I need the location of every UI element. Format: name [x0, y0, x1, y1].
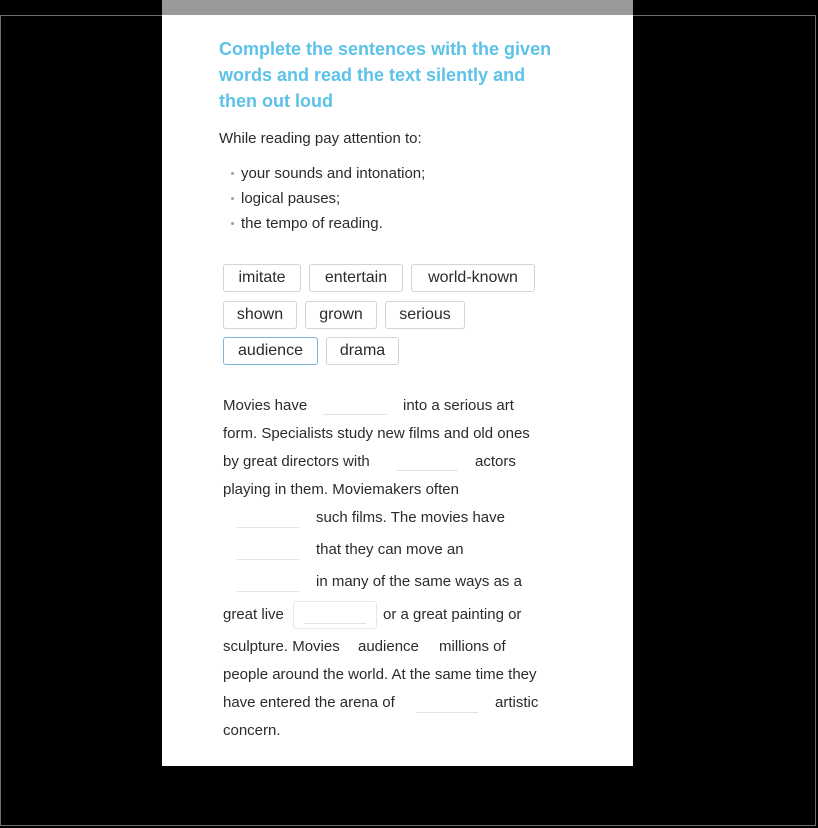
- text-segment: playing in them. Moviemakers often: [223, 481, 459, 498]
- text-segment: by great directors with: [223, 453, 370, 470]
- exercise-title: Complete the sentences with the given words and read the text silently and then out loud: [219, 39, 552, 111]
- text-segment: millions of: [439, 638, 506, 655]
- blank-slot-2[interactable]: [396, 470, 458, 471]
- word-chip-grown[interactable]: grown: [305, 301, 377, 329]
- text-segment: great live: [223, 606, 284, 623]
- text-segment: in many of the same ways as a: [316, 573, 522, 590]
- bullet-icon: [231, 197, 234, 200]
- text-segment: artistic: [495, 694, 539, 711]
- text-segment: sculpture. Movies: [223, 638, 340, 655]
- bullet-icon: [231, 172, 234, 175]
- text-segment: people around the world. At the same time they: [223, 666, 537, 683]
- blank-slot-1[interactable]: [323, 414, 387, 415]
- bullet-icon: [231, 222, 234, 225]
- text-segment: into a serious art: [403, 397, 514, 414]
- blank-slot-3[interactable]: [237, 527, 299, 528]
- word-chip-audience[interactable]: audience: [223, 337, 318, 365]
- card-top-bar: [162, 0, 633, 15]
- text-segment: such films. The movies have: [316, 509, 505, 526]
- tip-item: logical pauses;: [231, 187, 425, 212]
- word-chip-drama[interactable]: drama: [326, 337, 399, 365]
- text-segment: or a great painting or: [383, 606, 522, 623]
- text-segment: that they can move an: [316, 541, 464, 558]
- word-chip-entertain[interactable]: entertain: [309, 264, 403, 292]
- text-segment: have entered the arena of: [223, 694, 395, 711]
- blank-slot-7[interactable]: [416, 712, 478, 713]
- blank-slot-4[interactable]: [237, 559, 299, 560]
- exercise-card: [162, 0, 633, 766]
- word-chip-serious[interactable]: serious: [385, 301, 465, 329]
- word-chip-shown[interactable]: shown: [223, 301, 297, 329]
- word-chip-world-known[interactable]: world-known: [411, 264, 535, 292]
- word-chip-imitate[interactable]: imitate: [223, 264, 301, 292]
- text-segment: actors: [475, 453, 516, 470]
- blank-slot-6-box[interactable]: [293, 601, 377, 629]
- blank-slot-6: [304, 623, 366, 624]
- tip-item: your sounds and intonation;: [231, 162, 425, 187]
- filled-word-audience[interactable]: audience: [358, 638, 419, 655]
- text-segment: concern.: [223, 722, 281, 739]
- text-segment: Movies have: [223, 397, 308, 414]
- blank-slot-5[interactable]: [237, 591, 299, 592]
- reading-tips-list: [231, 162, 425, 237]
- exercise-intro: While reading pay attention to:: [219, 130, 422, 147]
- text-segment: form. Specialists study new films and old ones: [223, 425, 530, 442]
- tip-item: the tempo of reading.: [231, 212, 425, 237]
